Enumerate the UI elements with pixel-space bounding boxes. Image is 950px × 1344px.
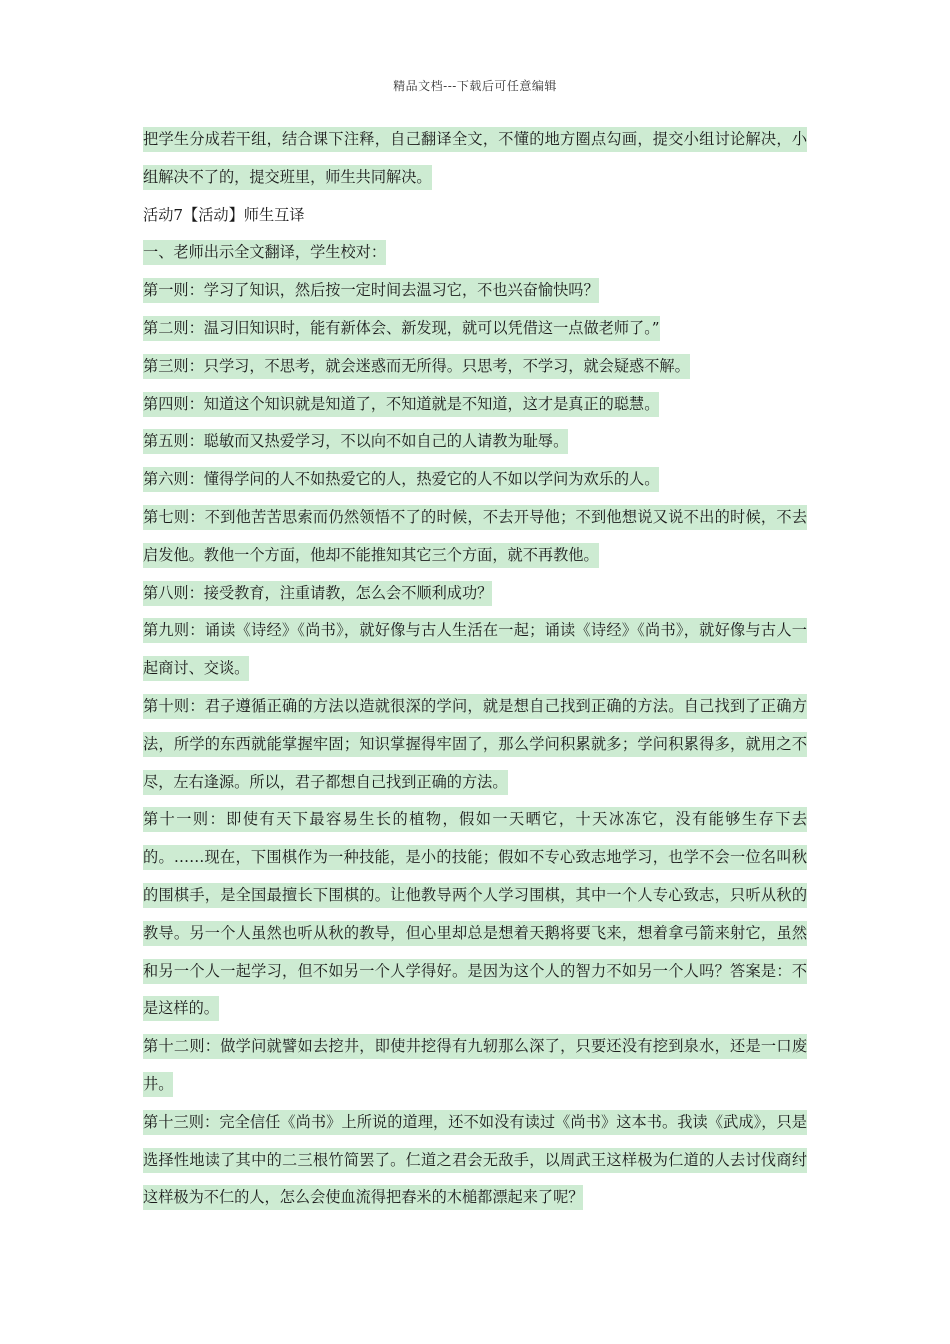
paragraph-text: 第十一则：即使有天下最容易生长的植物，假如一天晒它，十天冰冻它，没有能够生存下去的。……现在，下围棋作为一种技能，是小的技能；假如不专心致志地学习，也学不会一位名叫秋的围棋手，是全国最擅长下围棋的。让他教导两个人学习围棋，其中一个人专心致志，只听从秋的教导。另一个人虽然也听从秋的教导，但心里却总是想着天鹅将要飞来，想着拿弓箭来射它，虽然和另一个人一起学习，但不如另一个人学得好。是因为这个人的智力不如另一个人吗？答案是：不是这样的。	[143, 807, 807, 1021]
paragraph-text: 第八则：接受教育，注重请教，怎么会不顺利成功？	[143, 581, 492, 606]
paragraph-text: 第九则：诵读《诗经》《尚书》，就好像与古人生活在一起；诵读《诗经》《尚书》，就好像与古人一起商讨、交谈。	[143, 618, 807, 681]
paragraph-text: 第七则：不到他苦苦思索而仍然领悟不了的时候，不去开导他；不到他想说又说不出的时候，不去启发他。教他一个方面，他却不能推知其它三个方面，就不再教他。	[143, 505, 807, 568]
paragraph-translation-8	[143, 575, 807, 613]
page-header: 精品文档---下载后可任意编辑	[393, 79, 557, 93]
paragraph-translation-7	[143, 499, 807, 575]
paragraph-translation-10	[143, 688, 807, 801]
paragraph-translation-2	[143, 310, 807, 348]
paragraph-text: 把学生分成若干组，结合课下注释，自己翻译全文，不懂的地方圈点勾画，提交小组讨论解决，小组解决不了的，提交班里，师生共同解决。	[143, 127, 807, 190]
paragraph-text: 第六则：懂得学问的人不如热爱它的人，热爱它的人不如以学问为欢乐的人。	[143, 467, 659, 492]
paragraph-text: 第十则：君子遵循正确的方法以造就很深的学问，就是想自己找到正确的方法。自己找到了正确方法，所学的东西就能掌握牢固；知识掌握得牢固了，那么学问积累就多；学问积累得多，就用之不尽，左右逢源。所以，君子都想自己找到正确的方法。	[143, 694, 807, 795]
paragraph-text: 第一则：学习了知识，然后按一定时间去温习它，不也兴奋愉快吗？	[143, 278, 599, 303]
paragraph-intro	[143, 121, 807, 197]
paragraph-translation-3	[143, 348, 807, 386]
paragraph-text: 第四则：知道这个知识就是知道了，不知道就是不知道，这才是真正的聪慧。	[143, 392, 659, 417]
paragraph-instruction	[143, 234, 807, 272]
paragraph-text: 第十三则：完全信任《尚书》上所说的道理，还不如没有读过《尚书》这本书。我读《武成》，只是选择性地读了其中的二三根竹简罢了。仁道之君会无敌手，以周武王这样极为仁道的人去讨伐商纣这样极为不仁的人，怎么会使血流得把舂米的木槌都漂起来了呢？	[143, 1110, 807, 1211]
paragraph-translation-5	[143, 423, 807, 461]
paragraph-text: 第五则：聪敏而又热爱学习，不以向不如自己的人请教为耻辱。	[143, 429, 568, 454]
paragraph-translation-6	[143, 461, 807, 499]
paragraph-text: 一、老师出示全文翻译，学生校对：	[143, 240, 386, 265]
paragraph-translation-1	[143, 272, 807, 310]
heading-text: 活动7【活动】师生互译	[143, 205, 305, 224]
paragraph-translation-13	[143, 1104, 807, 1217]
document-body	[143, 121, 807, 1217]
paragraph-translation-11	[143, 801, 807, 1028]
paragraph-translation-12	[143, 1028, 807, 1104]
paragraph-text: 第三则：只学习，不思考，就会迷惑而无所得。只思考，不学习，就会疑惑不解。	[143, 354, 690, 379]
paragraph-translation-9	[143, 612, 807, 688]
activity-heading	[143, 197, 807, 235]
paragraph-text: 第十二则：做学问就譬如去挖井，即使井挖得有九轫那么深了，只要还没有挖到泉水，还是一口废井。	[143, 1034, 807, 1097]
paragraph-translation-4	[143, 386, 807, 424]
paragraph-text: 第二则：温习旧知识时，能有新体会、新发现，就可以凭借这一点做老师了。”	[143, 316, 660, 341]
